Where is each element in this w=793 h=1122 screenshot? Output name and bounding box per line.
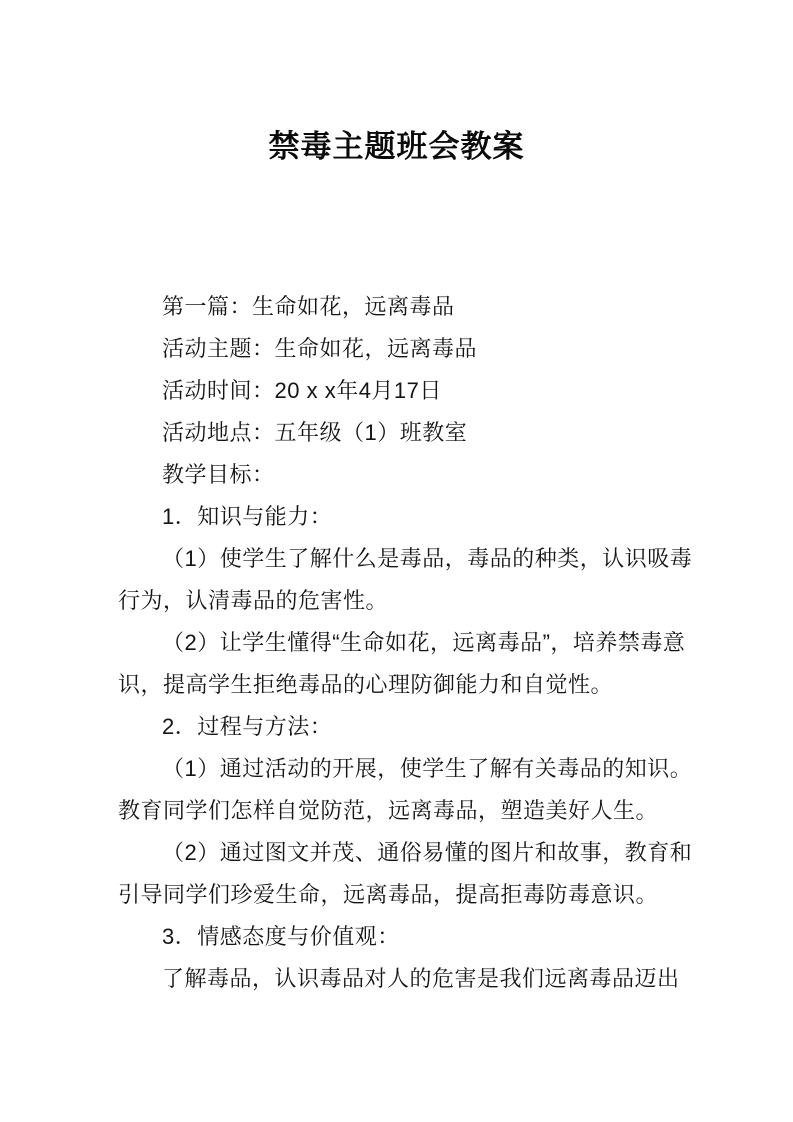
paragraph: [118, 832, 693, 916]
text-line: 教学目标：: [162, 462, 275, 487]
text-line: 第一篇：生命如花，远离毒品: [162, 294, 455, 319]
text-line: 了解毒品，认识毒品对人的危害是我们远离毒品迈出: [162, 966, 680, 991]
document-body: [0, 286, 793, 1000]
text-line: 3．情感态度与价值观：: [162, 924, 400, 949]
paragraph: [118, 916, 675, 958]
paragraph: [118, 412, 675, 454]
paragraph: [118, 622, 686, 706]
text-line: 教育同学们怎样自觉防范，远离毒品，塑造美好人生。: [118, 798, 659, 823]
text-line: 1．知识与能力：: [162, 504, 333, 529]
paragraph: [118, 706, 675, 748]
text-line: 引导同学们珍爱生命，远离毒品，提高拒毒防毒意识。: [118, 882, 659, 907]
paragraph: [118, 370, 675, 412]
document-title: 禁毒主题班会教案: [268, 129, 525, 164]
paragraph: [118, 454, 675, 496]
text-line: 2．过程与方法：: [162, 714, 333, 739]
text-line: （1）使学生了解什么是毒品，毒品的种类，认识吸毒: [162, 546, 693, 571]
text-line: （1）通过活动的开展，使学生了解有关毒品的知识。: [162, 756, 693, 781]
text-line: 活动主题：生命如花，远离毒品: [162, 336, 478, 361]
paragraph: [118, 286, 675, 328]
paragraph: [118, 958, 680, 1000]
text-line: 活动时间：20 x x年4月17日: [162, 378, 442, 403]
paragraph: [118, 496, 675, 538]
paragraph: [118, 538, 693, 622]
paragraph: [118, 328, 675, 370]
text-line: 活动地点：五年级（1）班教室: [162, 420, 468, 445]
text-line: （2）通过图文并茂、通俗易懂的图片和故事，教育和: [162, 840, 693, 865]
paragraph: [118, 748, 693, 832]
text-line: 行为，认清毒品的危害性。: [118, 588, 389, 613]
text-line: （2）让学生懂得“生命如花，远离毒品”，培养禁毒意: [162, 630, 686, 655]
text-line: 识，提高学生拒绝毒品的心理防御能力和自觉性。: [118, 672, 614, 697]
